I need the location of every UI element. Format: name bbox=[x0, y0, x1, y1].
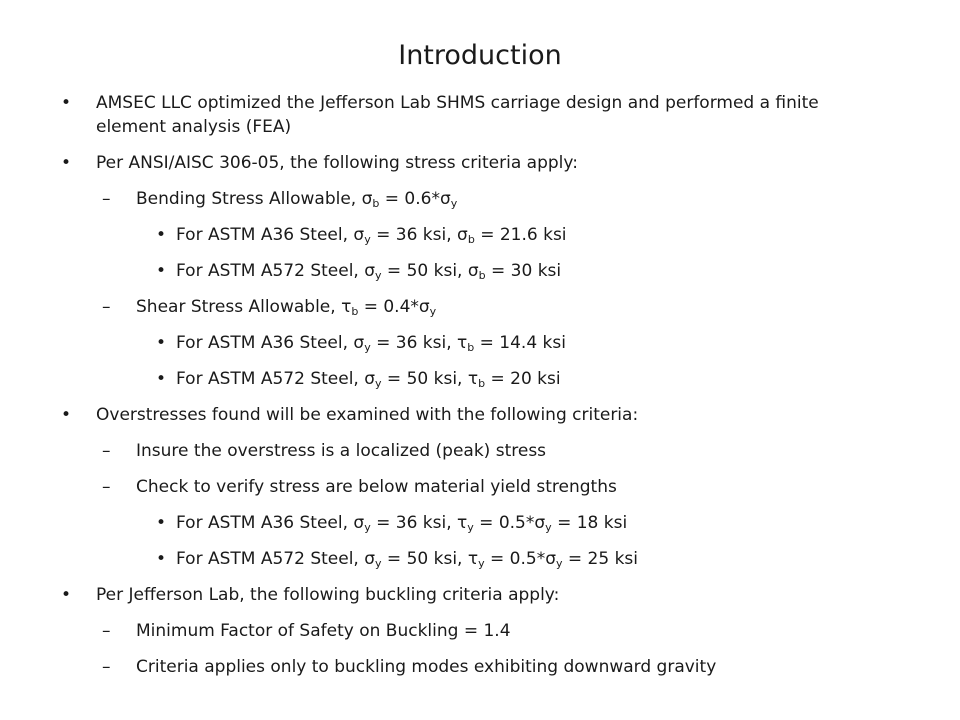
bullet-list bbox=[0, 91, 960, 691]
text-segment: = 0.5*σ bbox=[484, 549, 556, 569]
bullet-item-level-2 bbox=[0, 655, 960, 679]
text-segment: For ASTM A572 Steel, σ bbox=[176, 369, 376, 389]
bullet-text bbox=[176, 261, 561, 281]
text-segment: = 21.6 ksi bbox=[474, 225, 567, 245]
subscript: y bbox=[429, 305, 437, 318]
text-segment: = 0.4*σ bbox=[358, 297, 430, 317]
subscript: b bbox=[478, 269, 486, 282]
bullet-item-level-3 bbox=[0, 511, 960, 535]
bullet-item-level-3 bbox=[0, 547, 960, 571]
bullet-text bbox=[176, 369, 561, 389]
subscript: y bbox=[545, 521, 552, 534]
bullet-marker: • bbox=[156, 513, 167, 533]
subscript: y bbox=[375, 557, 382, 570]
bullet-item-level-3 bbox=[0, 331, 960, 355]
text-segment: For ASTM A36 Steel, σ bbox=[176, 333, 365, 353]
subscript: y bbox=[450, 197, 458, 210]
subscript: b bbox=[467, 341, 475, 354]
subscript: b bbox=[467, 233, 475, 246]
bullet-item-level-2 bbox=[0, 187, 960, 211]
bullet-text bbox=[176, 225, 567, 245]
text-segment: For ASTM A36 Steel, σ bbox=[176, 225, 365, 245]
text-segment: = 50 ksi, τ bbox=[381, 549, 479, 569]
text-segment: = 20 ksi bbox=[485, 369, 561, 389]
bullet-item-level-1 bbox=[0, 91, 876, 139]
subscript: y bbox=[555, 557, 563, 570]
bullet-marker: • bbox=[156, 369, 167, 389]
bullet-item-level-1 bbox=[0, 151, 960, 175]
bullet-text bbox=[136, 189, 457, 209]
text-segment: = 18 ksi bbox=[551, 513, 628, 533]
bullet-text: Check to verify stress are below material yield strengths bbox=[136, 477, 617, 497]
text-segment: = 50 ksi, τ bbox=[381, 369, 479, 389]
bullet-marker: • bbox=[61, 153, 72, 173]
bullet-marker: • bbox=[156, 333, 167, 353]
bullet-text: Per ANSI/AISC 306-05, the following stress criteria apply: bbox=[96, 153, 578, 173]
subscript: y bbox=[364, 233, 371, 246]
bullet-text bbox=[176, 513, 627, 533]
text-segment: = 14.4 ksi bbox=[474, 333, 566, 353]
subscript: y bbox=[478, 557, 485, 570]
text-segment: = 0.5*σ bbox=[473, 513, 546, 533]
subscript: b bbox=[372, 197, 380, 210]
bullet-marker: • bbox=[61, 405, 72, 425]
slide-title: Introduction bbox=[398, 40, 562, 71]
subscript: b bbox=[351, 305, 359, 318]
bullet-marker: • bbox=[156, 261, 167, 281]
text-segment: For ASTM A572 Steel, σ bbox=[176, 261, 376, 281]
dash-marker: – bbox=[102, 189, 111, 209]
dash-marker: – bbox=[102, 621, 111, 641]
subscript: y bbox=[375, 377, 382, 390]
dash-marker: – bbox=[102, 441, 111, 461]
subscript: y bbox=[467, 521, 474, 534]
text-segment: = 25 ksi bbox=[562, 549, 639, 569]
text-segment: = 0.6*σ bbox=[379, 189, 451, 209]
bullet-text: Minimum Factor of Safety on Buckling = 1.4 bbox=[136, 621, 511, 641]
text-segment: = 30 ksi bbox=[485, 261, 562, 281]
text-segment: Shear Stress Allowable, τ bbox=[136, 297, 352, 317]
bullet-text bbox=[136, 297, 436, 317]
dash-marker: – bbox=[102, 657, 111, 677]
subscript: y bbox=[364, 341, 371, 354]
text-segment: Bending Stress Allowable, σ bbox=[136, 189, 373, 209]
bullet-item-level-2 bbox=[0, 619, 960, 643]
text-segment: = 50 ksi, σ bbox=[381, 261, 479, 281]
bullet-text bbox=[176, 549, 638, 569]
bullet-item-level-3 bbox=[0, 367, 960, 391]
text-segment: For ASTM A36 Steel, σ bbox=[176, 513, 365, 533]
dash-marker: – bbox=[102, 477, 111, 497]
bullet-item-level-2 bbox=[0, 475, 960, 499]
bullet-text bbox=[176, 333, 566, 353]
bullet-item-level-2 bbox=[0, 439, 960, 463]
bullet-text: Insure the overstress is a localized (peak) stress bbox=[136, 441, 547, 461]
subscript: b bbox=[478, 377, 486, 390]
bullet-marker: • bbox=[61, 93, 72, 113]
bullet-item-level-3 bbox=[0, 259, 960, 283]
bullet-text: Overstresses found will be examined with the following criteria: bbox=[96, 405, 639, 425]
text-segment: For ASTM A572 Steel, σ bbox=[176, 549, 376, 569]
dash-marker: – bbox=[102, 297, 111, 317]
bullet-marker: • bbox=[156, 225, 167, 245]
text-segment: = 36 ksi, σ bbox=[370, 225, 468, 245]
bullet-item-level-3 bbox=[0, 223, 960, 247]
text-segment: = 36 ksi, τ bbox=[370, 333, 468, 353]
bullet-marker: • bbox=[156, 549, 167, 569]
bullet-item-level-2 bbox=[0, 295, 960, 319]
bullet-item-level-1 bbox=[0, 403, 960, 427]
bullet-text: AMSEC LLC optimized the Jefferson Lab SHMS carriage design and performed a finite element analysis (FEA) bbox=[96, 93, 819, 137]
subscript: y bbox=[364, 521, 371, 534]
bullet-item-level-1 bbox=[0, 583, 960, 607]
subscript: y bbox=[375, 269, 382, 282]
bullet-text: Per Jefferson Lab, the following buckling criteria apply: bbox=[96, 585, 560, 605]
bullet-text: Criteria applies only to buckling modes exhibiting downward gravity bbox=[136, 657, 717, 677]
bullet-marker: • bbox=[61, 585, 72, 605]
text-segment: = 36 ksi, τ bbox=[370, 513, 468, 533]
